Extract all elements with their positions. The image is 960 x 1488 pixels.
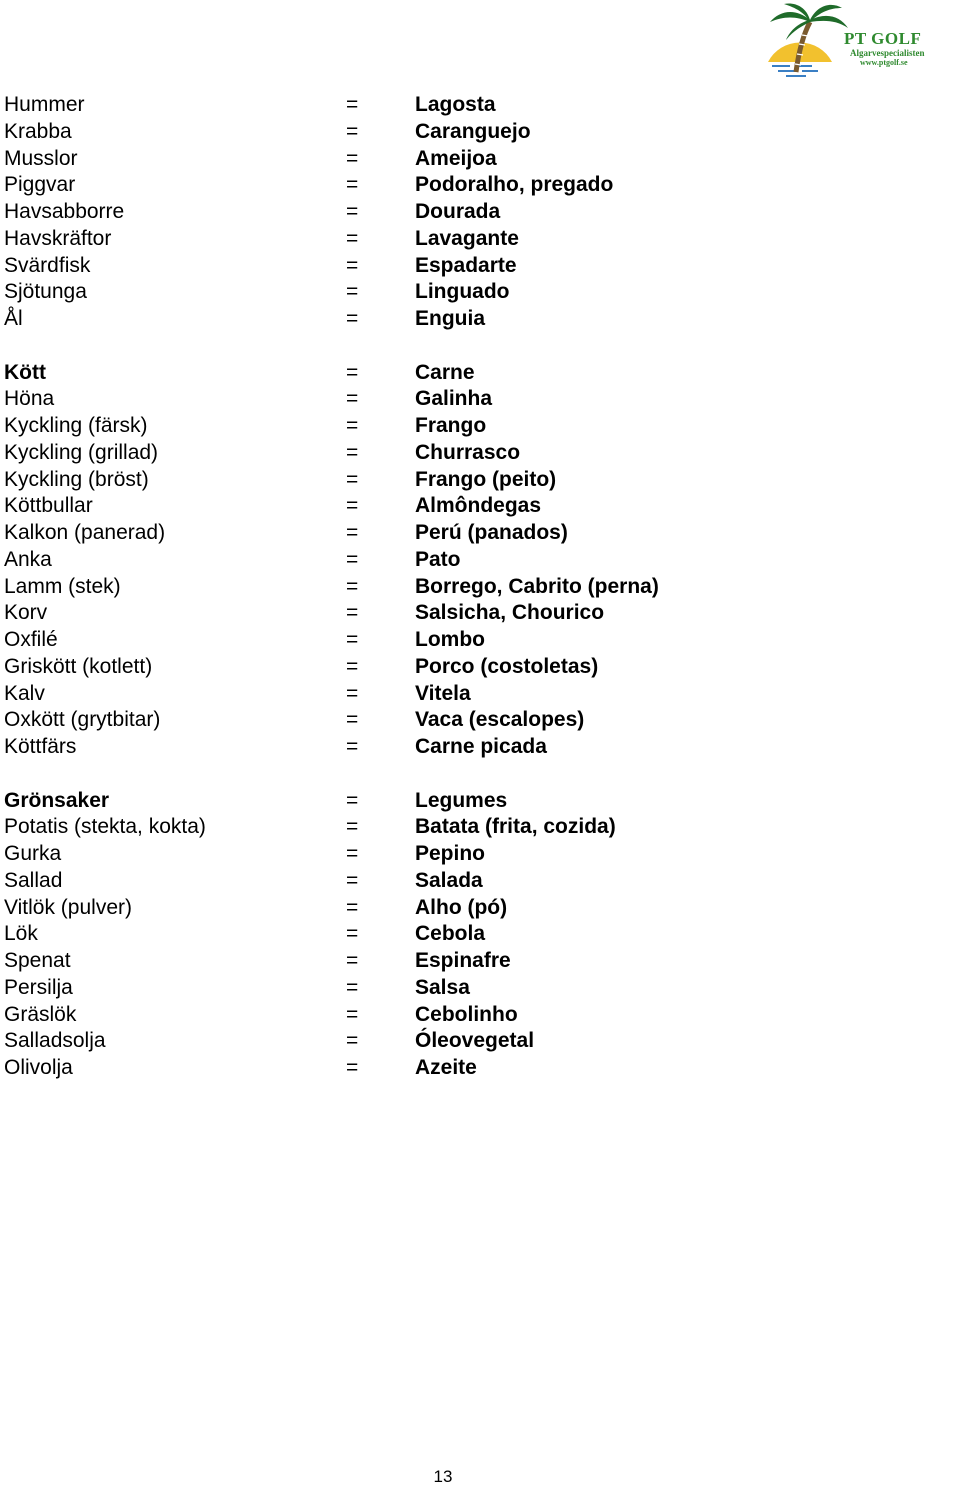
glossary-row — [0, 547, 960, 574]
equals-sign: = — [346, 708, 359, 732]
swedish-term: Havsabborre — [4, 200, 125, 223]
glossary-heading-row — [0, 360, 960, 387]
swedish-term: Korv — [4, 601, 48, 625]
equals-sign: = — [346, 414, 359, 437]
swedish-term: Gräslök — [4, 1002, 77, 1026]
swedish-term: Havskräftor — [4, 226, 112, 250]
glossary-row — [0, 600, 960, 627]
swedish-term: Krabba — [4, 119, 72, 143]
swedish-term: Köttfärs — [4, 735, 77, 758]
swedish-term: Spenat — [4, 949, 71, 972]
swedish-term: Olivolja — [4, 1056, 73, 1079]
equals-sign: = — [346, 173, 359, 197]
swedish-term: Oxfilé — [4, 628, 58, 651]
portuguese-term: Dourada — [415, 200, 501, 223]
swedish-term: Salladsolja — [4, 1029, 106, 1053]
portuguese-term: Lagosta — [415, 93, 496, 116]
portuguese-term: Salada — [415, 868, 483, 892]
glossary-row — [0, 1002, 960, 1029]
glossary-row — [0, 467, 960, 494]
swedish-term: Höna — [4, 387, 55, 411]
portuguese-term: Azeite — [415, 1056, 477, 1079]
portuguese-term: Galinha — [415, 387, 493, 411]
glossary-row — [0, 226, 960, 253]
portuguese-term: Podoralho, pregado — [415, 173, 614, 197]
portuguese-term: Vaca (escalopes) — [415, 708, 585, 732]
logo-tagline: Algarvespecialisten — [850, 48, 925, 58]
swedish-term: Köttbullar — [4, 494, 93, 518]
equals-sign: = — [346, 628, 359, 651]
glossary-row — [0, 146, 960, 173]
glossary-row — [0, 948, 960, 975]
glossary-row — [0, 895, 960, 922]
swedish-term: Lök — [4, 922, 38, 946]
portuguese-term: Cebola — [415, 922, 486, 946]
equals-sign: = — [346, 1056, 359, 1079]
portuguese-term: Borrego, Cabrito (perna) — [415, 574, 659, 598]
glossary-row — [0, 707, 960, 734]
glossary-row — [0, 654, 960, 681]
portuguese-term: Frango — [415, 414, 487, 437]
equals-sign: = — [346, 119, 359, 143]
portuguese-term: Batata (frita, cozida) — [415, 815, 616, 839]
glossary-row — [0, 574, 960, 601]
equals-sign: = — [346, 735, 359, 758]
swedish-term: Ål — [4, 307, 23, 330]
equals-sign: = — [346, 949, 359, 972]
equals-sign: = — [346, 360, 359, 384]
equals-sign: = — [346, 440, 359, 464]
swedish-term: Piggvar — [4, 173, 76, 197]
portuguese-heading: Legumes — [415, 788, 508, 812]
portuguese-term: Ameijoa — [415, 146, 497, 170]
swedish-heading: Kött — [4, 360, 46, 384]
logo-url: www.ptgolf.se — [860, 58, 908, 67]
glossary-row — [0, 92, 960, 119]
glossary-row — [0, 440, 960, 467]
swedish-term: Sjötunga — [4, 280, 87, 304]
swedish-term: Kyckling (bröst) — [4, 467, 149, 491]
glossary-row — [0, 172, 960, 199]
swedish-term: Kyckling (färsk) — [4, 414, 148, 437]
portuguese-term: Alho (pó) — [415, 895, 508, 919]
glossary-row — [0, 1055, 960, 1082]
glossary-row — [0, 520, 960, 547]
portuguese-term: Vitela — [415, 681, 471, 705]
glossary-row — [0, 413, 960, 440]
portuguese-term: Espinafre — [415, 949, 511, 972]
glossary-row — [0, 868, 960, 895]
swedish-term: Kalkon (panerad) — [4, 521, 166, 544]
equals-sign: = — [346, 654, 359, 678]
equals-sign: = — [346, 975, 359, 999]
equals-sign: = — [346, 521, 359, 544]
equals-sign: = — [346, 788, 359, 812]
equals-sign: = — [346, 601, 359, 625]
equals-sign: = — [346, 1002, 359, 1026]
equals-sign: = — [346, 253, 359, 277]
swedish-term: Lamm (stek) — [4, 574, 121, 598]
glossary-row — [0, 734, 960, 761]
pt-golf-logo — [766, 2, 958, 80]
portuguese-term: Enguia — [415, 307, 486, 330]
swedish-term: Hummer — [4, 93, 85, 116]
equals-sign: = — [346, 868, 359, 892]
portuguese-term: Frango (peito) — [415, 467, 557, 491]
glossary-row — [0, 493, 960, 520]
equals-sign: = — [346, 842, 359, 865]
portuguese-term: Carne picada — [415, 735, 547, 758]
equals-sign: = — [346, 467, 359, 491]
portuguese-term: Pepino — [415, 842, 486, 865]
swedish-term: Svärdfisk — [4, 253, 91, 277]
portuguese-term: Porco (costoletas) — [415, 654, 599, 678]
equals-sign: = — [346, 1029, 359, 1053]
glossary-row — [0, 119, 960, 146]
swedish-term: Persilja — [4, 975, 73, 999]
swedish-term: Potatis (stekta, kokta) — [4, 815, 206, 839]
equals-sign: = — [346, 200, 359, 223]
equals-sign: = — [346, 922, 359, 946]
glossary-row — [0, 975, 960, 1002]
section-spacer — [0, 761, 960, 788]
portuguese-term: Caranguejo — [415, 119, 531, 143]
portuguese-term: Cebolinho — [415, 1002, 518, 1026]
logo-text-block — [844, 30, 958, 68]
glossary-row — [0, 921, 960, 948]
portuguese-term: Salsa — [415, 975, 470, 999]
swedish-term: Kalv — [4, 681, 45, 705]
glossary-row — [0, 814, 960, 841]
swedish-term: Vitlök (pulver) — [4, 895, 132, 919]
portuguese-term: Lombo — [415, 628, 485, 651]
swedish-term: Musslor — [4, 146, 78, 170]
equals-sign: = — [346, 146, 359, 170]
equals-sign: = — [346, 494, 359, 518]
portuguese-term: Perú (panados) — [415, 521, 568, 544]
page-number: 13 — [433, 1467, 453, 1486]
swedish-term: Griskött (kotlett) — [4, 654, 153, 678]
swedish-heading: Grönsaker — [4, 788, 110, 812]
glossary-heading-row — [0, 788, 960, 815]
portuguese-term: Churrasco — [415, 440, 521, 464]
glossary-row — [0, 386, 960, 413]
palm-leaves-icon — [770, 4, 848, 40]
swedish-term: Gurka — [4, 842, 62, 865]
section-spacer — [0, 333, 960, 360]
equals-sign: = — [346, 895, 359, 919]
glossary-row — [0, 253, 960, 280]
equals-sign: = — [346, 574, 359, 598]
portuguese-term: Salsicha, Chourico — [415, 601, 605, 625]
equals-sign: = — [346, 547, 359, 571]
equals-sign: = — [346, 307, 359, 330]
portuguese-heading: Carne — [415, 360, 475, 384]
equals-sign: = — [346, 93, 359, 116]
swedish-term: Kyckling (grillad) — [4, 440, 159, 464]
glossary-row — [0, 199, 960, 226]
portuguese-term: Espadarte — [415, 253, 517, 277]
glossary-row — [0, 306, 960, 333]
portuguese-term: Lavagante — [415, 226, 519, 250]
swedish-term: Anka — [4, 547, 52, 571]
logo-brand: PT GOLF — [844, 29, 922, 48]
glossary-row — [0, 279, 960, 306]
glossary-row — [0, 681, 960, 708]
portuguese-term: Óleovegetal — [415, 1029, 535, 1053]
equals-sign: = — [346, 387, 359, 411]
food-glossary — [0, 92, 960, 1082]
equals-sign: = — [346, 280, 359, 304]
swedish-term: Sallad — [4, 868, 63, 892]
glossary-row — [0, 841, 960, 868]
equals-sign: = — [346, 815, 359, 839]
swedish-term: Oxkött (grytbitar) — [4, 708, 161, 732]
portuguese-term: Linguado — [415, 280, 510, 304]
portuguese-term: Almôndegas — [415, 494, 542, 518]
equals-sign: = — [346, 681, 359, 705]
portuguese-term: Pato — [415, 547, 461, 571]
glossary-row — [0, 1028, 960, 1055]
equals-sign: = — [346, 226, 359, 250]
glossary-row — [0, 627, 960, 654]
